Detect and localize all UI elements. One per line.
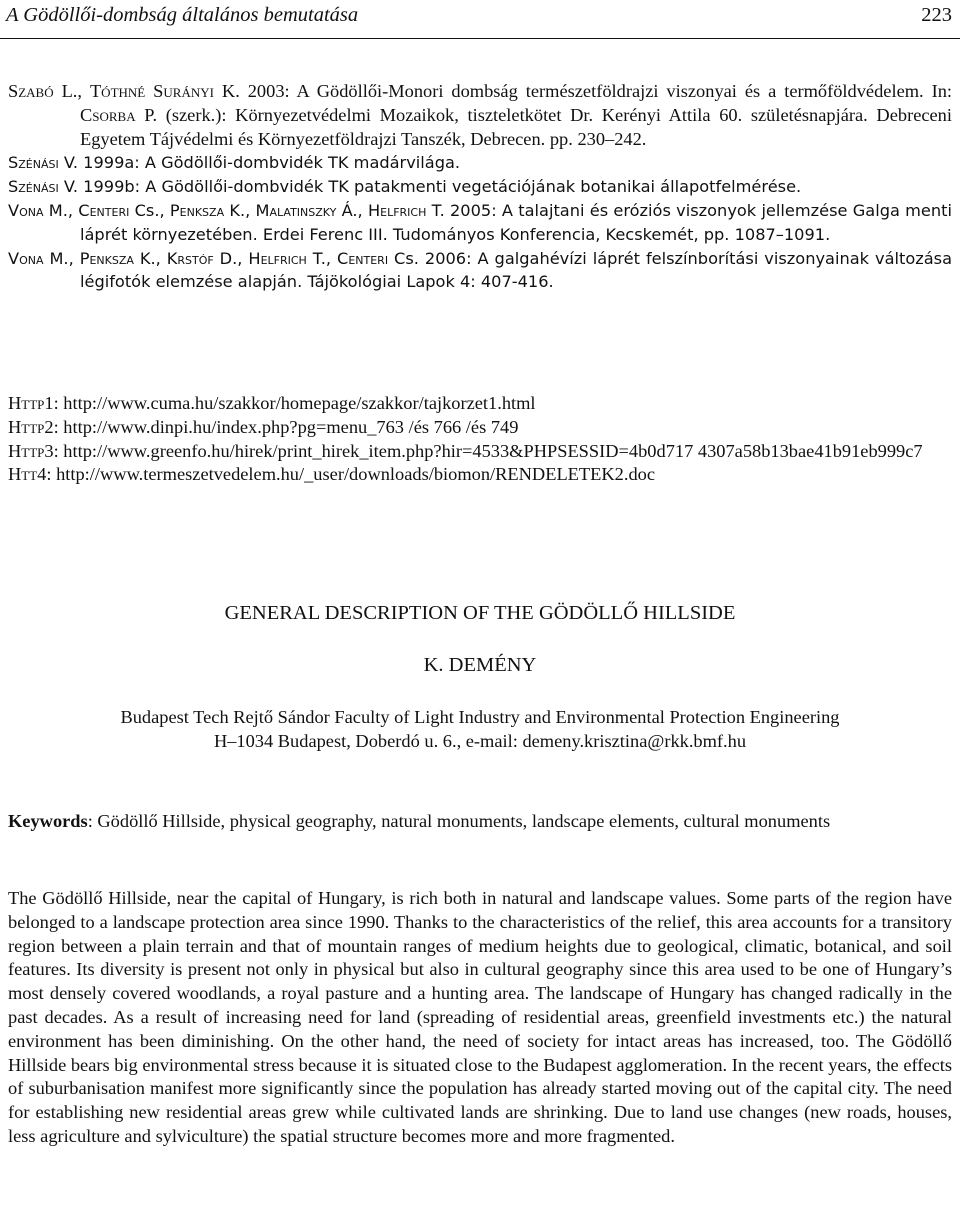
reference-szenasi-1999a <box>8 151 952 175</box>
ref-text: P. (szerk.): Környezetvédelmi Mozaikok, tiszteletkötet Dr. Kerényi Attila 60. születésnapjára. Debreceni Egyetem Tájvédelmi és Környezetföldrajzi Tanszék, Debrecen. pp. 230–242. <box>80 104 952 149</box>
abstract-paragraph: The Gödöllő Hillside, near the capital of Hungary, is rich both in natural and landscape values. Some parts of the region have belonged to a landscape protection area since 1990. Thanks to the characteristics of the relief, this area accounts for a transitory region between a plain terrain and that of mountain ranges of medium heights due to geological, climatic, botanical, and soil features. Its diversity is present not only in physical but also in cultural geography since this area used to be one of Hungary’s most densely covered woodlands, a royal pasture and a hunting area. The landscape of Hungary has changed radically in the past decades. As a result of increasing need for land (spreading of residential areas, greenfield investments etc.) the natural environment has been diminishing. On the other hand, the need of society for intact areas has increased, too. The Gödöllő Hillside bears big environmental stress because it is situated close to the Budapest agglomeration. In the recent years, the effects of suburbanisation manifest more significantly since the population has already started moving out of the capital city. The need for establishing new residential areas grew while cultivated lands are shrinking. Due to land use changes (new roads, houses, less agriculture and sylviculture) the spatial structure becomes more and more fragmented. <box>8 888 952 1146</box>
ref-text: T., <box>306 248 338 268</box>
affiliation-line: Budapest Tech Rejtő Sándor Faculty of Light Industry and Environmental Protection Engineering <box>120 707 840 727</box>
author-affiliation <box>0 706 960 754</box>
web-ref-label: Http <box>8 440 45 461</box>
ref-text: Cs., <box>129 200 170 220</box>
web-reference-1 <box>8 392 952 416</box>
reference-vona-2005 <box>8 199 952 247</box>
ref-text: M., <box>43 248 80 268</box>
ref-author: Tóthné Surányi <box>89 81 214 101</box>
affiliation-address: H–1034 Budapest, Doberdó u. 6., e-mail: demeny.krisztina@rkk.bmf.hu <box>213 730 747 751</box>
paper-author: K. DEMÉNY <box>423 654 537 676</box>
ref-text: T. 2005: A talajtani és eróziós viszonyok jellemzése Galga menti láprét környezetében. Erdei Ferenc III. Tudományos Konferencia, Kecskemét, pp. 1087–1091. <box>80 200 952 244</box>
ref-text: D., <box>213 248 249 268</box>
running-header <box>0 0 960 39</box>
web-ref-label: Htt <box>8 464 38 485</box>
running-title: A Gödöllői-dombság általános bemutatása <box>6 4 359 26</box>
paper-title: GENERAL DESCRIPTION OF THE GÖDÖLLŐ HILLSIDE <box>224 602 736 624</box>
ref-text: M., <box>43 200 79 220</box>
ref-author: Helfrich <box>248 248 307 268</box>
web-ref-url: 4: http://www.termeszetvedelem.hu/_user/downloads/biomon/RENDELETEK2.doc <box>37 464 656 485</box>
ref-text: L., <box>53 81 90 101</box>
web-ref-url: 3: http://www.greenfo.hu/hirek/print_hirek_item.php?hir=4533&PHPSESSID=4b0d717 4307a58b13bae41b91eb999c7 <box>44 440 923 461</box>
web-ref-label: Http <box>8 393 45 413</box>
ref-author: Vona <box>8 248 44 268</box>
web-ref-url: 1: http://www.cuma.hu/szakkor/homepage/szakkor/tajkorzet1.html <box>44 393 536 413</box>
ref-text: V. 1999b: A Gödöllői-dombvidék TK patakmenti vegetációjának botanikai állapotfelmérése. <box>58 177 802 197</box>
ref-author: Szabó <box>8 81 54 101</box>
web-reference-list <box>8 392 952 487</box>
ref-text: K., <box>133 248 167 268</box>
keywords <box>8 810 952 834</box>
reference-list <box>8 80 952 294</box>
keywords-text: : Gödöllő Hillside, physical geography, natural monuments, landscape elements, cultural monuments <box>87 811 831 831</box>
ref-author: Centeri <box>78 200 130 220</box>
web-reference-4 <box>8 463 952 487</box>
ref-author: Szénási <box>8 153 59 173</box>
ref-author: Vona <box>8 200 44 220</box>
web-ref-label: Http <box>8 416 45 437</box>
web-reference-3 <box>8 440 952 464</box>
ref-author: Penksza <box>79 248 134 268</box>
ref-author: Krstóf <box>166 248 214 268</box>
page-number: 223 <box>921 4 952 26</box>
ref-author: Malatinszky <box>255 200 337 220</box>
reference-szenasi-1999b <box>8 175 952 199</box>
ref-text: Á., <box>336 200 368 220</box>
ref-author: Szénási <box>8 177 59 197</box>
web-ref-url: 2: http://www.dinpi.hu/index.php?pg=menu_763 /és 766 /és 749 <box>44 416 519 437</box>
ref-author: Centeri <box>337 248 389 268</box>
ref-text: K. 2003: A Gödöllői-Monori dombság természetföldrajzi viszonyai és a termőföldvédelem. In: <box>213 81 953 101</box>
reference-szabo-2003 <box>8 80 952 151</box>
web-reference-2 <box>8 416 952 440</box>
ref-author: Csorba <box>80 104 136 125</box>
keywords-label: Keywords <box>8 811 88 831</box>
ref-text: Cs. 2006: A galgahévízi láprét felszínborítási viszonyainak változása légifotók elemzése alapján. Tájökológiai Lapok 4: 407-416. <box>80 248 953 292</box>
ref-author: Helfrich <box>367 200 427 220</box>
ref-text: K., <box>224 200 256 220</box>
reference-vona-2006 <box>8 247 952 295</box>
ref-author: Penksza <box>169 200 225 220</box>
ref-text: V. 1999a: A Gödöllői-dombvidék TK madárvilága. <box>58 153 461 173</box>
